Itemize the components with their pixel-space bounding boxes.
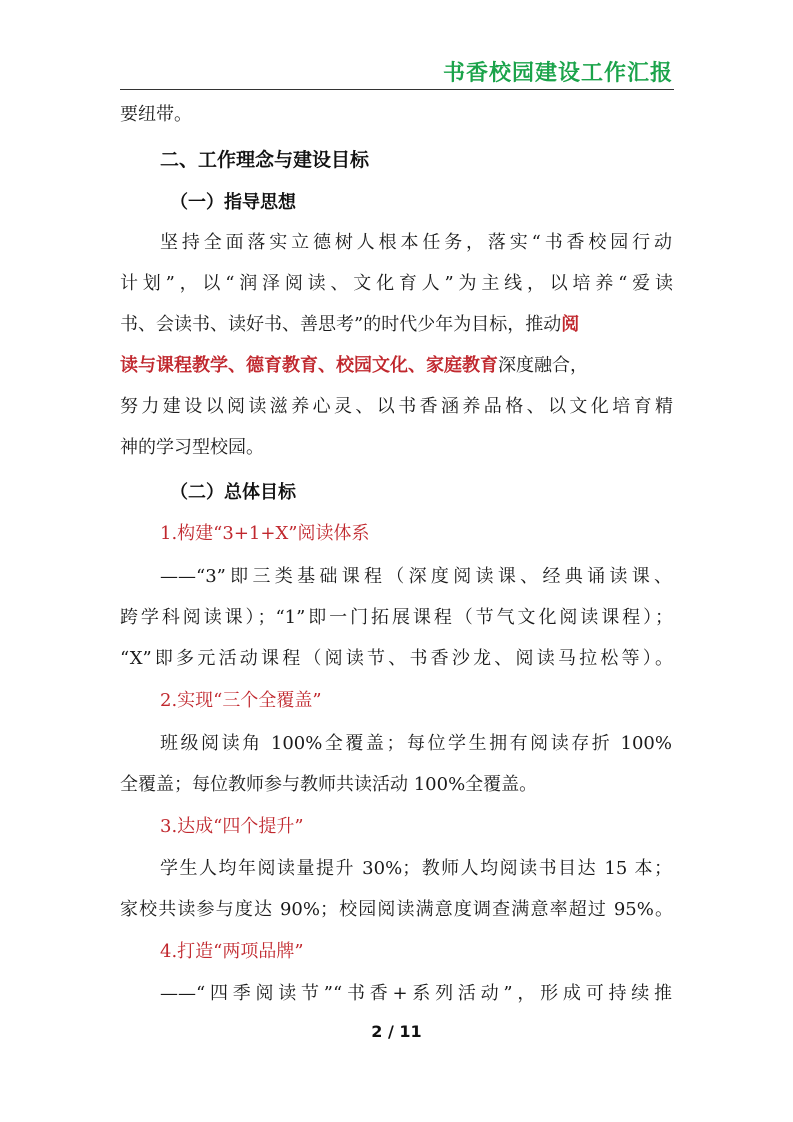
paragraph-line: 读与课程教学、德育教育、校园文化、家庭教育深度融合， <box>120 355 588 376</box>
goal-title: 1.构建“3+1+X”阅读体系 <box>160 523 370 544</box>
subsection-title-goals: （二）总体目标 <box>170 482 296 503</box>
paragraph-line: 努力建设以阅读滋养心灵、以书香涵养品格、以文化培育精 <box>120 396 673 417</box>
goal-title: 2.实现“三个全覆盖” <box>160 690 322 711</box>
paragraph-line: 学生人均年阅读量提升 30%；教师人均阅读书目达 15 本； <box>160 858 672 879</box>
paragraph-line: ——“四季阅读节”“书香+系列活动”，形成可持续推 <box>160 983 672 1004</box>
paragraph-line: 跨学科阅读课）；“1”即一门拓展课程（节气文化阅读课程）； <box>120 607 673 628</box>
goal-title: 4.打造“两项品牌” <box>160 941 304 962</box>
paragraph-line: 全覆盖；每位教师参与教师共读活动 100%全覆盖。 <box>120 774 538 795</box>
paragraph-line: “X”即多元活动课程（阅读节、书香沙龙、阅读马拉松等）。 <box>120 648 673 669</box>
goal-title: 3.达成“四个提升” <box>160 816 304 837</box>
paragraph-line: 计划”，以“润泽阅读、文化育人”为主线，以培养“爱读 <box>120 273 673 294</box>
header-rule <box>120 89 674 90</box>
paragraph-line: 神的学习型校园。 <box>120 437 264 458</box>
section-title: 二、工作理念与建设目标 <box>160 149 370 171</box>
subsection-title-guiding: （一）指导思想 <box>170 192 296 213</box>
header-title: 书香校园建设工作汇报 <box>442 61 673 86</box>
paragraph-line: 坚持全面落实立德树人根本任务，落实“书香校园行动 <box>160 232 672 253</box>
paragraph-line: 家校共读参与度达 90%；校园阅读满意度调查满意率超过 95%。 <box>120 899 673 920</box>
paragraph-line: 班级阅读角 100%全覆盖；每位学生拥有阅读存折 100% <box>160 733 672 754</box>
paragraph-line: 书、会读书、读好书、善思考”的时代少年为目标，推动阅 <box>120 314 580 335</box>
continuation-text: 要纽带。 <box>120 104 192 125</box>
highlight-text: 读与课程教学、德育教育、校园文化、家庭教育 <box>120 355 498 376</box>
highlight-text: 阅 <box>561 314 580 335</box>
page-number: 2 / 11 <box>371 1022 422 1041</box>
paragraph-line: ——“3”即三类基础课程（深度阅读课、经典诵读课、 <box>160 566 672 587</box>
